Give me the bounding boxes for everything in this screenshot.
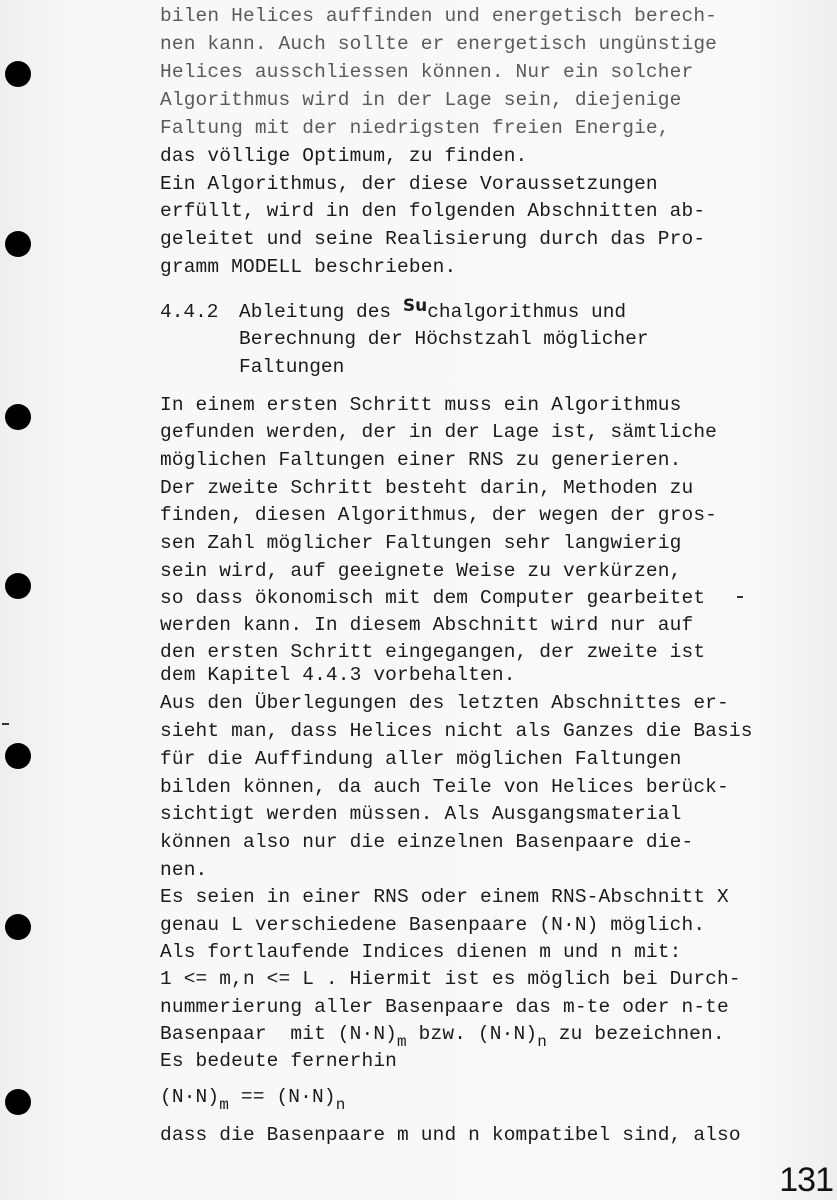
text-line: genau L verschiedene Basenpaare (N·N) möglich.	[160, 914, 706, 936]
text-line: Algorithmus wird in der Lage sein, diejenige	[160, 89, 682, 111]
text-line: Es bedeute fernerhin	[160, 1050, 398, 1072]
subscript-n: n	[335, 1096, 346, 1114]
text-line: sen Zahl möglicher Faltungen sehr langwierig	[160, 532, 682, 554]
text-line: Aus den Überlegungen des letzten Abschnittes er-	[160, 692, 729, 714]
text-line: Es seien in einer RNS oder einem RNS-Abschnitt X	[160, 886, 729, 908]
formula-text: Basenpaar mit (N·N)	[160, 1023, 398, 1045]
punch-hole	[5, 404, 31, 430]
text-line: können also nur die einzelnen Basenpaare die-	[160, 831, 694, 853]
text-line: das völlige Optimum, zu finden.	[160, 145, 528, 167]
margin-mark	[2, 723, 9, 725]
text-line: dass die Basenpaare m und n kompatibel sind, also	[160, 1124, 741, 1146]
text-line: sein wird, auf geeignete Weise zu verkürzen,	[160, 560, 682, 582]
text-line: In einem ersten Schritt muss ein Algorithmus	[160, 394, 682, 416]
text-line: für die Auffindung aller möglichen Faltungen	[160, 748, 682, 770]
equation	[160, 1083, 346, 1114]
subscript-m: m	[219, 1096, 230, 1114]
text-line: 1 <= m,n <= L . Hiermit ist es möglich bei Durch-	[160, 968, 741, 990]
text-line: Faltung mit der niedrigsten freien Energie,	[160, 117, 670, 139]
text-line: erfüllt, wird in den folgenden Abschnitten ab-	[160, 200, 706, 222]
text-line: nen kann. Auch sollte er energetisch ungünstige	[160, 33, 718, 55]
margin-mark	[737, 596, 743, 598]
text-line: Helices ausschliessen können. Nur ein solcher	[160, 61, 694, 83]
text-line: Als fortlaufende Indices dienen m und n mit:	[160, 941, 682, 963]
text-line: gefunden werden, der in der Lage ist, sämtliche	[160, 421, 718, 443]
text-line: geleitet und seine Realisierung durch das Pro-	[160, 228, 706, 250]
formula-text: bzw. (N·N)	[406, 1023, 538, 1045]
section-number: 4.4.2	[160, 301, 219, 323]
equation-operator: ==	[229, 1086, 277, 1108]
section-title-line	[239, 298, 626, 326]
section-title-pre: Ableitung des	[239, 301, 403, 323]
subscript-n: n	[537, 1033, 547, 1051]
text-line: sichtigt werden müssen. Als Ausgangsmaterial	[160, 803, 682, 825]
text-line: so dass ökonomisch mit dem Computer gearbeitet	[160, 587, 706, 609]
text-line: bilden können, da auch Teile von Helices berück-	[160, 776, 729, 798]
text-line: möglichen Faltungen einer RNS zu generieren.	[160, 449, 682, 471]
text-line: bilen Helices auffinden und energetisch berech-	[160, 5, 718, 27]
punch-hole	[5, 231, 31, 257]
handwritten-correction: Su	[402, 296, 428, 316]
text-line: Ein Algorithmus, der diese Voraussetzungen	[160, 173, 658, 195]
equation-left: (N·N)	[160, 1086, 220, 1108]
text-line: sieht man, dass Helices nicht als Ganzes die Basis	[160, 720, 753, 742]
punch-hole	[5, 914, 31, 940]
punch-hole	[5, 1089, 31, 1115]
section-title-line: Faltungen	[239, 356, 345, 378]
text-line: gramm MODELL beschrieben.	[160, 256, 457, 278]
text-line: werden kann. In diesem Abschnitt wird nur auf	[160, 614, 694, 636]
section-title-post: chalgorithmus und	[427, 301, 627, 323]
punch-hole	[5, 61, 31, 87]
page-number: 131	[779, 1161, 833, 1199]
section-title-line: Berechnung der Höchstzahl möglicher	[239, 328, 649, 350]
subscript-m: m	[397, 1033, 407, 1051]
equation-right: (N·N)	[276, 1086, 336, 1108]
text-line: dem Kapitel 4.4.3 vorbehalten.	[160, 664, 516, 686]
text-line: finden, diesen Algorithmus, der wegen der gros-	[160, 504, 718, 526]
text-line: den ersten Schritt eingegangen, der zweite ist	[160, 641, 706, 663]
punch-hole	[5, 573, 31, 599]
text-line: Der zweite Schritt besteht darin, Methoden zu	[160, 477, 694, 499]
formula-text-line	[160, 1020, 725, 1051]
formula-text: zu bezeichnen.	[546, 1023, 725, 1045]
punch-hole	[5, 743, 31, 769]
text-line: nen.	[160, 859, 208, 881]
text-line: nummerierung aller Basenpaare das m-te oder n-te	[160, 996, 729, 1018]
